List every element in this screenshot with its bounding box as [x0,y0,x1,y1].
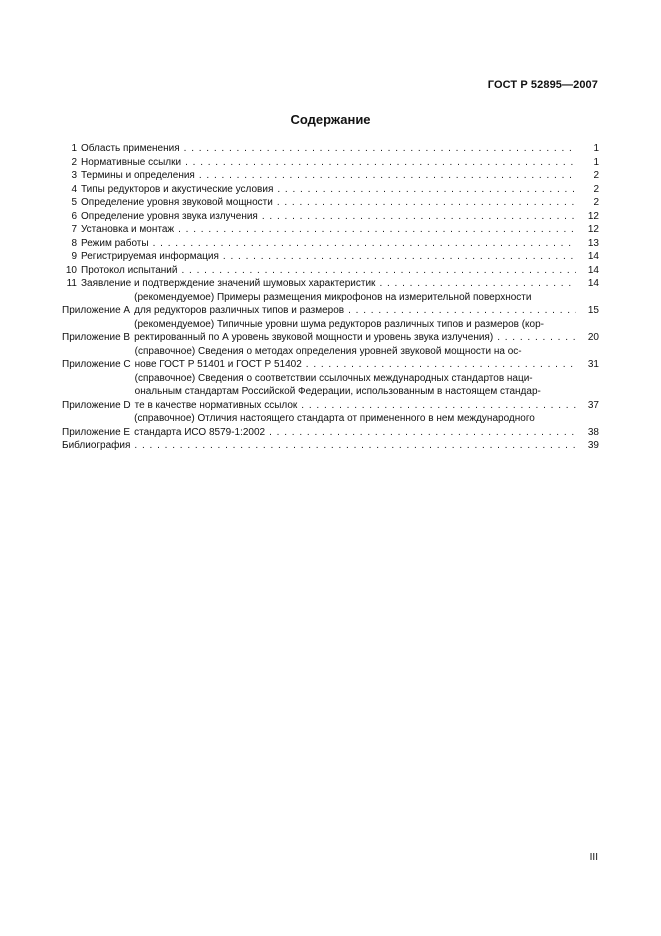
toc-entry[interactable] [62,277,599,291]
leader-dots [301,399,576,413]
toc-entry[interactable] [62,223,599,237]
toc-number: 4 [71,183,77,195]
toc-entry[interactable] [62,142,599,156]
toc-number: 3 [71,170,77,181]
toc-number: 5 [71,197,77,208]
leader-dots [306,358,576,372]
toc-title: Область применения [81,143,180,154]
appendix-title-line: ректированный по А уровень звуковой мощности и уровень звука излучения) [134,332,494,343]
toc-entry[interactable] [62,264,599,278]
toc-page: 12 [587,224,599,235]
leader-dots [277,196,576,210]
appendix-title-line: стандарта ИСО 8579-1:2002 [134,426,266,438]
toc-page: 14 [587,278,599,289]
appendix-title-line: нове ГОСТ Р 51401 и ГОСТ Р 51402 [134,359,302,370]
toc-number: 1 [71,143,77,154]
leader-dots [497,331,576,345]
appendix-title-line: для редукторов различных типов и размеров [134,305,345,316]
appendix-title-line: (справочное) Отличия настоящего стандарта от примененного в нем международного [134,413,535,424]
toc-bibliography[interactable] [62,439,599,453]
toc-number: 10 [65,264,77,276]
appendix-label: Приложение С [62,359,131,370]
toc-page: 14 [587,264,599,276]
toc-title: Термины и определения [81,170,195,181]
leader-dots [178,223,576,237]
page-title: Содержание [290,112,371,127]
leader-dots [185,156,576,170]
leader-dots [348,304,576,318]
toc-title: Определение уровня звука излучения [81,210,258,222]
appendix-title-line: (рекомендуемое) Примеры размещения микрофонов на измерительной поверхности [134,291,532,303]
toc-page: 2 [593,183,599,195]
toc-page: 14 [587,251,599,262]
toc-entry[interactable] [62,196,599,210]
toc-title: Заявление и подтверждение значений шумовых характеристик [81,278,376,289]
toc-entry[interactable] [62,250,599,264]
toc-page: 15 [587,305,599,316]
toc-title: Определение уровня звуковой мощности [81,197,273,208]
toc-page: 1 [593,156,599,168]
appendix-title-line: ональным стандартам Российской Федерации, использованным в настоящем стандар- [134,386,541,397]
toc-page: 20 [587,332,599,343]
toc-title: Протокол испытаний [81,264,178,276]
toc-title: Типы редукторов и акустические условия [81,183,274,195]
toc-page: 39 [587,440,599,451]
leader-dots [184,142,576,156]
toc-entry[interactable] [62,183,599,197]
appendix-label: Приложение А [62,305,131,316]
toc-page: 2 [593,170,599,181]
toc-entry[interactable] [62,237,599,251]
toc-number: 11 [66,278,77,289]
leader-dots [181,264,576,278]
toc-title: Библиография [62,440,131,451]
toc-page: 37 [587,399,599,411]
appendix-title-line: (рекомендуемое) Типичные уровни шума редукторов различных типов и размеров (кор- [134,318,544,330]
appendix-title-line: те в качестве нормативных ссылок [134,399,298,411]
toc-title: Режим работы [81,237,149,249]
toc-page: 38 [587,426,599,438]
toc-page: 31 [587,359,599,370]
appendix-label: Приложение D [62,399,131,411]
leader-dots [134,439,576,453]
leader-dots [277,183,576,197]
leader-dots [223,250,576,264]
page-number: III [589,852,598,863]
leader-dots [153,237,576,251]
document-code: ГОСТ Р 52895—2007 [487,79,598,91]
toc-title: Регистрируемая информация [81,251,219,262]
leader-dots [379,277,576,291]
toc-number: 8 [71,237,77,249]
toc-page: 1 [593,143,599,154]
appendix-title-line: (справочное) Сведения о методах определения уровней звуковой мощности на ос- [134,345,522,357]
appendix-label: Приложение Е [62,426,131,438]
toc-page: 12 [587,210,599,222]
toc-title: Установка и монтаж [81,224,175,235]
leader-dots [262,210,576,224]
toc-number: 6 [71,210,77,222]
toc-appendix-b[interactable] [62,318,599,345]
toc-appendix-a[interactable] [62,291,599,318]
toc-appendix-d[interactable] [62,372,599,413]
toc-appendix-c[interactable] [62,345,599,372]
leader-dots [269,426,576,440]
toc-title: Нормативные ссылки [81,156,182,168]
toc-number: 9 [71,251,77,262]
toc-appendix-e[interactable] [62,412,599,439]
table-of-contents [62,142,599,453]
toc-number: 7 [71,224,77,235]
appendix-title-line: (справочное) Сведения о соответствии ссылочных международных стандартов наци- [134,372,533,384]
toc-number: 2 [71,156,77,168]
leader-dots [199,169,576,183]
toc-entry[interactable] [62,156,599,170]
toc-entry[interactable] [62,169,599,183]
toc-entry[interactable] [62,210,599,224]
appendix-label: Приложение В [62,332,131,343]
toc-page: 13 [587,237,599,249]
toc-page: 2 [593,197,599,208]
